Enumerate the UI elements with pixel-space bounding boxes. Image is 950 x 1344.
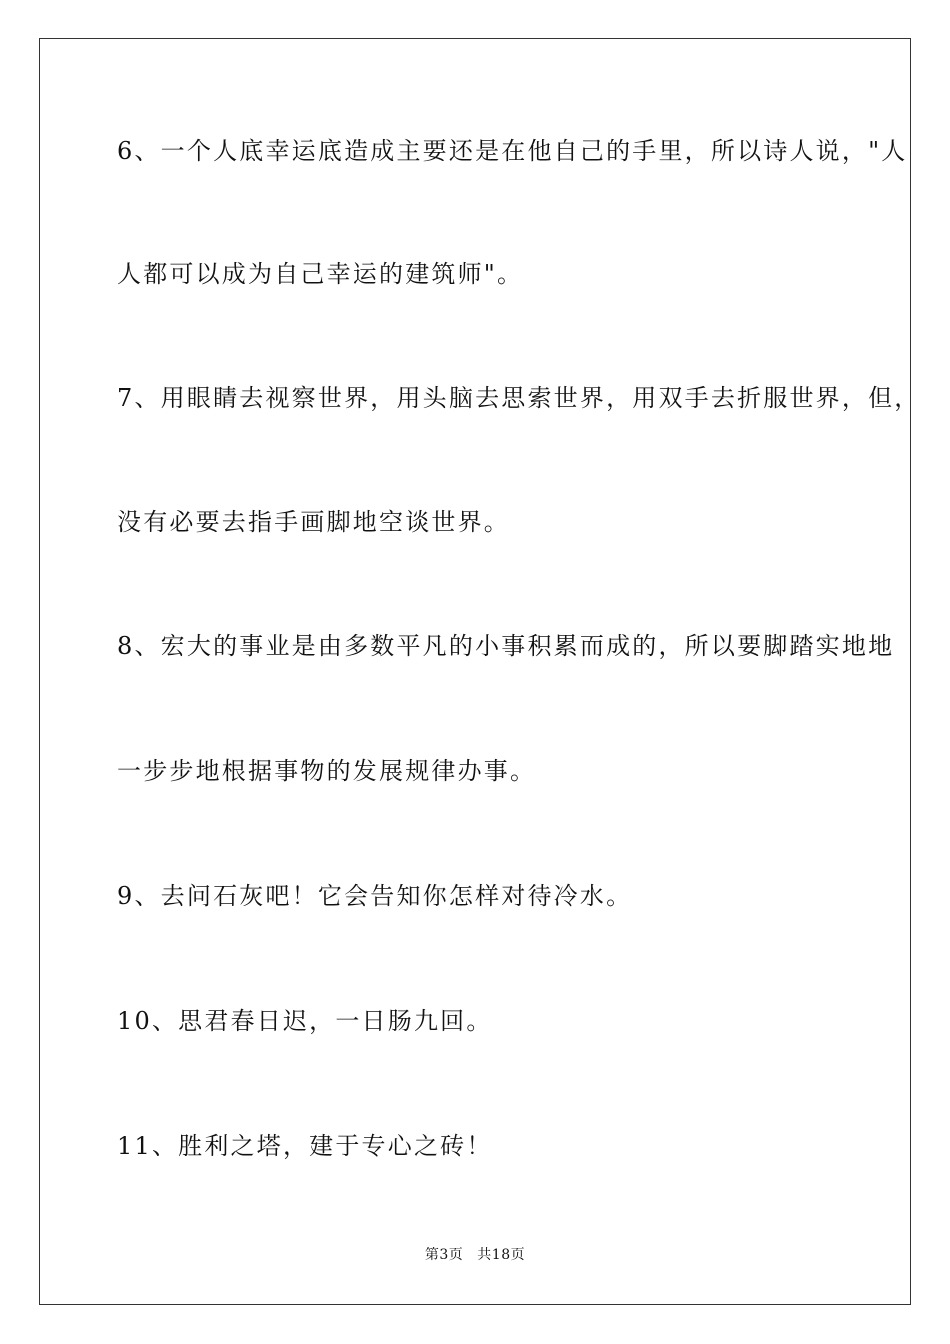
text-line-8: 10、思君春日迟，一日肠九回。 [117,1007,493,1035]
text-line-3: 7、用眼睛去视察世界，用头脑去思索世界，用双手去折服世界，但， [117,384,921,412]
text-line-6: 一步步地根据事物的发展规律办事。 [117,757,537,785]
page-total: 共18页 [477,1247,526,1263]
page-footer [0,1244,950,1264]
text-line-4: 没有必要去指手画脚地空谈世界。 [117,508,510,536]
page-number: 第3页 [424,1247,464,1263]
text-line-2: 人都可以成为自己幸运的建筑师"。 [117,260,524,288]
text-line-9: 11、胜利之塔，建于专心之砖！ [117,1132,493,1160]
text-line-1: 6、一个人底幸运底造成主要还是在他自己的手里，所以诗人说，"人 [117,137,908,165]
page-border [39,38,911,1305]
text-line-5: 8、宏大的事业是由多数平凡的小事积累而成的，所以要脚踏实地地 [117,632,895,660]
text-line-7: 9、去问石灰吧！它会告知你怎样对待冷水。 [117,882,633,910]
